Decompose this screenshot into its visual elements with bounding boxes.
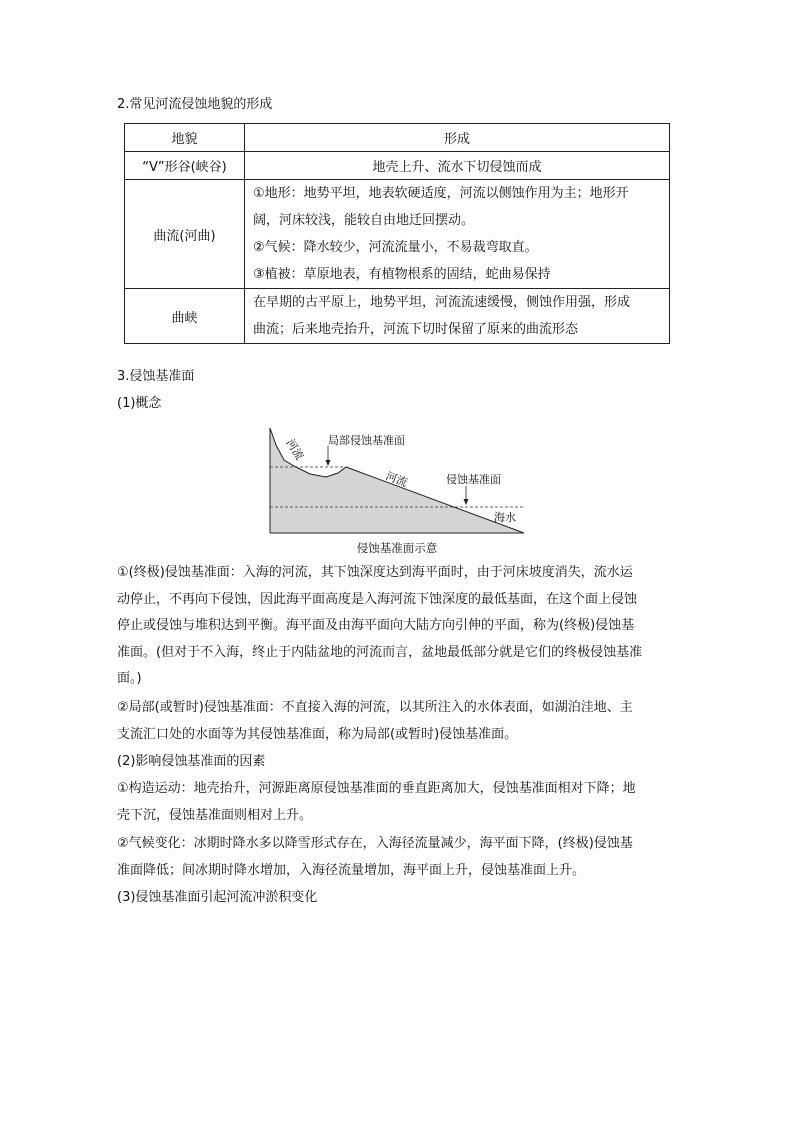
text-line: ①(终极)侵蚀基准面：入海的河流，其下蚀深度达到海平面时，由于河床坡度消失，流水运 bbox=[117, 565, 633, 580]
formation-meander bbox=[245, 180, 670, 289]
paragraph-local-base bbox=[117, 695, 679, 748]
text-line: 面。) bbox=[117, 671, 142, 686]
figure-caption: 侵蚀基准面示意 bbox=[356, 541, 438, 555]
header-landform: 地貌 bbox=[125, 124, 245, 152]
text-line: ②气候变化：冰期时降水多以降雪形式存在，入海径流量减少，海平面下降，(终极)侵蚀基 bbox=[117, 836, 633, 851]
formation-line: ③植被：草原地表，有植物根系的固结，蛇曲易保持 bbox=[253, 267, 551, 282]
formation-incised-meander bbox=[245, 289, 670, 344]
table-row bbox=[125, 152, 670, 180]
text-line: ②局部(或暂时)侵蚀基准面：不直接入海的河流，以其所注入的水体表面，如湖泊洼地、主 bbox=[117, 700, 633, 715]
label-erosion-base: 侵蚀基准面 bbox=[446, 474, 501, 486]
base-arrowhead bbox=[464, 499, 469, 505]
subheading-factors: (2)影响侵蚀基准面的因素 bbox=[117, 754, 266, 769]
formation-line: 曲流；后来地壳抬升，河流下切时保留了原来的曲流形态 bbox=[253, 322, 579, 337]
paragraph-ultimate-base bbox=[117, 560, 679, 693]
formation-line: 在早期的古平原上，地势平坦，河流流速缓慢，侧蚀作用强，形成 bbox=[253, 295, 631, 310]
subheading-concept: (1)概念 bbox=[117, 396, 162, 411]
paragraph-climate bbox=[117, 831, 679, 884]
paragraph-tectonic bbox=[117, 776, 679, 829]
landform-formation-table bbox=[124, 123, 670, 344]
section-2-heading: 2.常见河流侵蚀地貌的形成 bbox=[117, 97, 273, 112]
formation-v-valley: 地壳上升、流水下切侵蚀而成 bbox=[245, 152, 670, 180]
table-header-row bbox=[125, 124, 670, 152]
text-line: 支流汇口处的水面等为其侵蚀基准面，称为局部(或暂时)侵蚀基准面。 bbox=[117, 726, 518, 742]
local-base-arrowhead bbox=[326, 460, 331, 466]
text-line: 准面。(但对于不入海，终止于内陆盆地的河流而言，盆地最低部分就是它们的终极侵蚀基准 bbox=[117, 644, 643, 660]
table-row bbox=[125, 289, 670, 344]
text-line: 壳下沉，侵蚀基准面则相对上升。 bbox=[117, 807, 313, 823]
formation-line: ②气候：降水较少，河流流量小，不易裁弯取直。 bbox=[253, 240, 538, 255]
landform-meander: 曲流(河曲) bbox=[125, 180, 245, 289]
text-line: 准面降低；间冰期时降水增加，入海径流量增加，海平面上升，侵蚀基准面上升。 bbox=[117, 862, 586, 878]
erosion-base-diagram bbox=[262, 420, 532, 542]
label-local-base: 局部侵蚀基准面 bbox=[328, 435, 405, 447]
landform-v-valley: “V”形谷(峡谷) bbox=[125, 152, 245, 180]
subheading-erosion-deposition: (3)侵蚀基准面引起河流冲淤积变化 bbox=[117, 890, 318, 905]
section-3-heading: 3.侵蚀基准面 bbox=[117, 369, 195, 384]
label-river-lower: 河流 bbox=[383, 470, 409, 490]
label-sea-water: 海水 bbox=[494, 512, 516, 524]
label-river-upper: 河流 bbox=[283, 437, 306, 463]
table-row bbox=[125, 180, 670, 289]
header-formation: 形成 bbox=[245, 124, 670, 152]
text-line: ①构造运动：地壳抬升，河源距离原侵蚀基准面的垂直距离加大，侵蚀基准面相对下降；地 bbox=[117, 781, 636, 796]
text-line: 动停止，不再向下侵蚀，因此海平面高度是入海河流下蚀深度的最低基面，在这个面上侵蚀 bbox=[117, 591, 638, 607]
text-line: 停止或侵蚀与堆积达到平衡。海平面及由海平面向大陆方向引伸的平面，称为(终极)侵蚀基 bbox=[117, 618, 635, 633]
landform-incised-meander: 曲峡 bbox=[125, 289, 245, 344]
formation-line: 阔，河床较浅，能较自由地迁回摆动。 bbox=[253, 213, 475, 228]
formation-line: ①地形：地势平坦，地表软硬适度，河流以侧蚀作用为主；地形开 bbox=[253, 186, 629, 201]
